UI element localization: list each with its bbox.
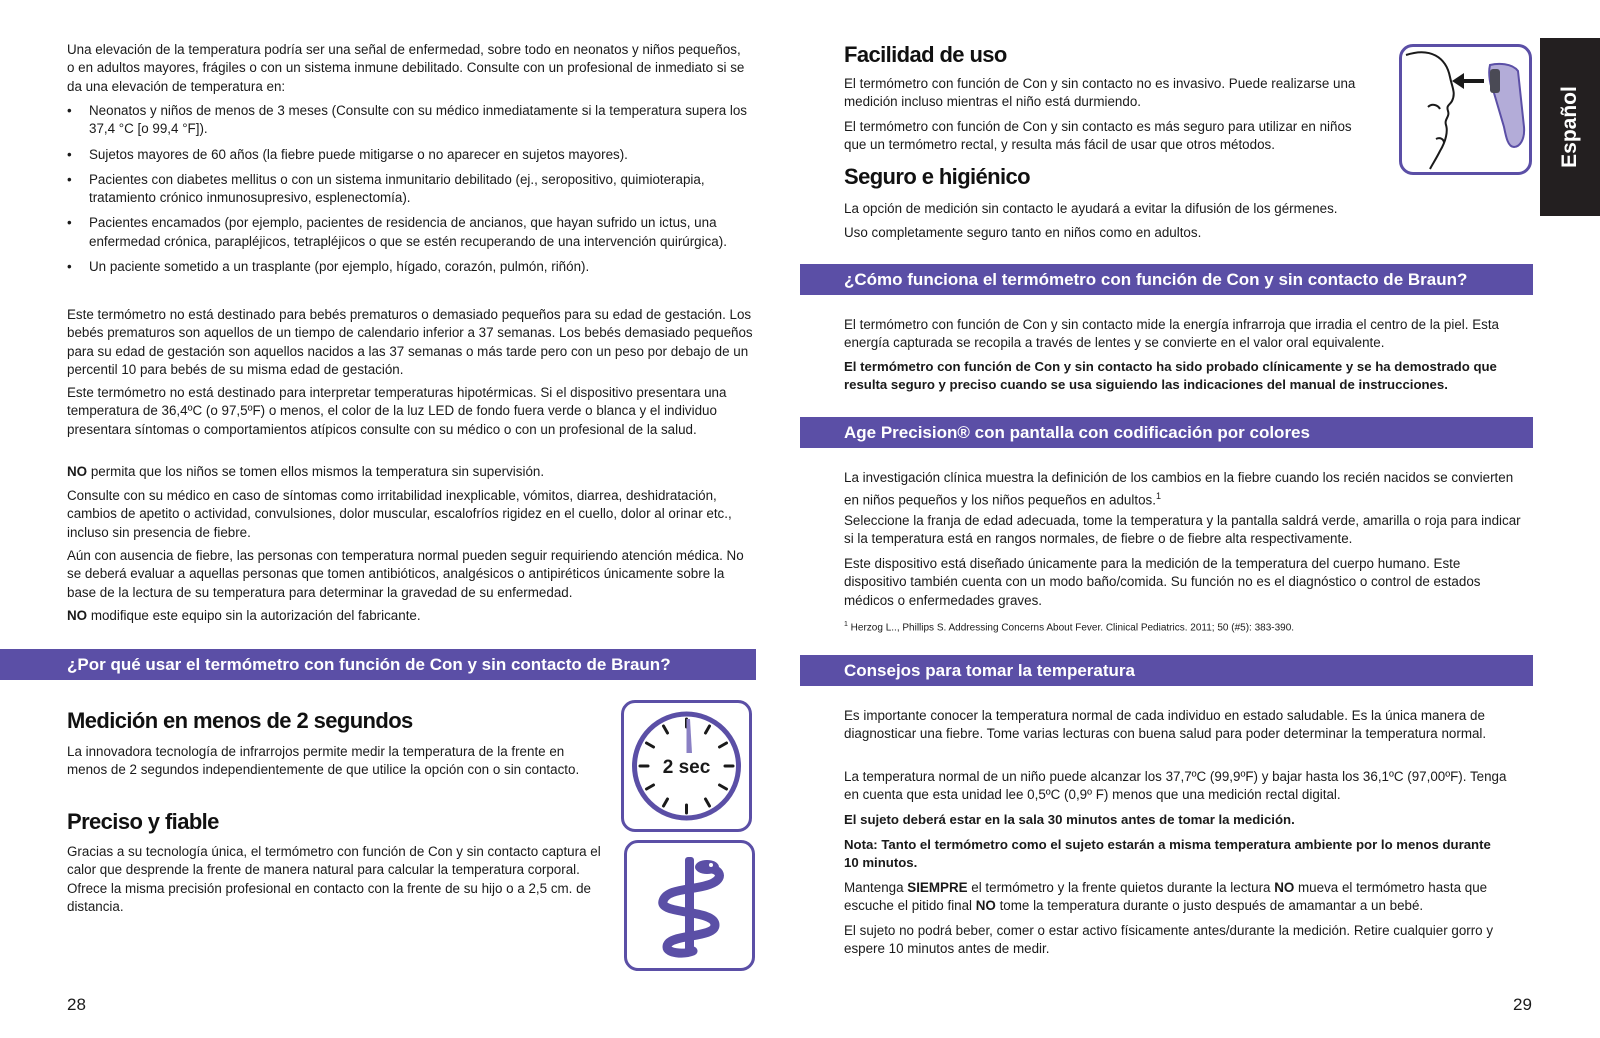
- premature-paragraph: Este termómetro no está destinado para bebés prematuros o demasiado pequeños para su edad de gestación. Los bebés prematuros son aquellos de un tiempo de calendario inferior a 37 semanas. Los bebés demasiado pequeños para su edad de gestación son aquellos nacidos a las 37 semanas o más tarde pero con un peso por debajo de un percentil 10 para bebés de su misma edad de gestación.: [67, 307, 753, 377]
- footnote-text: Herzog L.., Phillips S. Addressing Concerns About Fever. Clinical Pediatrics. 2011; 50 (#5): 383-390.: [847, 622, 1295, 634]
- measure-heading: Medición en menos de 2 segundos: [67, 708, 413, 733]
- no-label: NO: [67, 608, 88, 623]
- age-paragraph-1: [844, 469, 1524, 510]
- list-item: • Neonatos y niños de menos de 3 meses (Consulte con su médico inmediatamente si la temperatura supera los 37,4 °C [o 99,4 °F]).: [67, 102, 747, 139]
- tips-paragraph-3: El sujeto deberá estar en la sala 30 minutos antes de tomar la medición.: [844, 812, 1295, 827]
- list-item: • Pacientes con diabetes mellitus o con un sistema inmunitario debilitado (ej., seropositivo, quimioterapia, tratamiento crónico inmunosupresivo, esplenectomía).: [67, 171, 747, 208]
- forehead-measure-icon: [1399, 44, 1532, 175]
- age-paragraph-3: Este dispositivo está diseñado únicamente para la medición de la temperatura del cuerpo humano. Este dispositivo también cuenta con un modo baño/comida. Su función no es el diagnóstico o control de estados médicos o enfermedades graves.: [844, 556, 1481, 608]
- modify-text: modifique este equipo sin la autorización del fabricante.: [87, 608, 421, 623]
- tips-5-d: NO: [1274, 880, 1295, 895]
- hypothermic-paragraph: Este termómetro no está destinado para interpretar temperaturas hipotérmicas. Si el dispositivo presentara una temperatura de 36,4ºC (o 97,5ºF) o menos, el color de la luz LED de fondo fuera verde o blanca y el individuo presentara síntomas o comportamientos atípicos consulte con su médico o con un profesional de la salud.: [67, 385, 727, 437]
- tips-paragraph-1: Es importante conocer la temperatura normal de cada individuo en estado saludable. Es la única manera de diagnosticar una fiebre. Tome varias lecturas con buena salud para poder determinar la temperatura normal.: [844, 708, 1487, 742]
- no-fever-paragraph: Aún con ausencia de fiebre, las personas con temperatura normal pueden seguir requiriendo atención médica. No se deberá evaluar a aquellas personas que tomen antibióticos, analgésicos o antipiréticos únicamente sobre la base de la lectura de su temperatura para determinar la gravedad de su enfermedad.: [67, 548, 744, 600]
- supervision-paragraph: [67, 463, 747, 481]
- precise-heading: Preciso y fiable: [67, 809, 219, 834]
- tips-5-f: NO: [975, 898, 996, 914]
- age-banner-title: Age Precision® con pantalla con codificación por colores: [844, 423, 1310, 442]
- tips-paragraph-5: [844, 879, 1524, 916]
- how-paragraph-1: El termómetro con función de Con y sin contacto mide la energía infrarroja que irradia el centro de la piel. Esta energía capturada se recopila a través de lentes y se convierte en el valor oral equivalente.: [844, 317, 1499, 351]
- clock-label: 2 sec: [662, 757, 711, 778]
- tips-5-c: el termómetro y la frente quietos durante la lectura: [967, 880, 1275, 895]
- list-item: • Sujetos mayores de 60 años (la fiebre puede mitigarse o no aparecer en sujetos mayores).: [67, 146, 747, 164]
- intro-paragraph: Una elevación de la temperatura podría ser una señal de enfermedad, sobre todo en neonatos y niños pequeños, o en adultos mayores, frágiles o con un sistema inmune debilitado. Consulte con un profesional de inmediato si se da una elevación de temperatura en:: [67, 42, 745, 94]
- right-page: [800, 0, 1600, 1038]
- clock-icon: [621, 700, 752, 832]
- why-banner: [0, 649, 756, 680]
- risk-groups-list: [67, 102, 747, 283]
- tips-banner-title: Consejos para tomar la temperatura: [844, 661, 1135, 680]
- age-banner: [800, 417, 1533, 448]
- safe-paragraph-2: Uso completamente seguro tanto en niños como en adultos.: [844, 225, 1202, 240]
- precise-paragraph: Gracias a su tecnología única, el termómetro con función de Con y sin contacto captura el calor que desprende la frente de manera natural para calcular la temperatura corporal. Ofrece la misma precisión profesional en contacto con la frente de su hijo o a 2,5 cm. de distancia.: [67, 844, 601, 914]
- safe-heading: Seguro e higiénico: [844, 164, 1031, 189]
- age-paragraph-1-text: La investigación clínica muestra la definición de los cambios en la fiebre cuando los recién nacidos se convierten en niños pequeños y los niños pequeños en adultos.: [844, 470, 1514, 508]
- tips-5-b: SIEMPRE: [907, 880, 968, 895]
- list-item: • Un paciente sometido a un trasplante (por ejemplo, hígado, corazón, pulmón, riñón).: [67, 258, 747, 276]
- measure-paragraph: La innovadora tecnología de infrarrojos permite medir la temperatura de la frente en menos de 2 segundos independientemente de que utilice la opción con o sin contacto.: [67, 744, 580, 778]
- page-number: 28: [67, 995, 86, 1014]
- footnote-number: 1: [844, 621, 848, 628]
- how-paragraph-2: El termómetro con función de Con y sin contacto ha sido probado clínicamente y se ha demostrado que resulta seguro y preciso cuando se usa siguiendo las indicaciones del manual de instrucciones.: [844, 359, 1497, 393]
- tips-paragraph-4: Nota: Tanto el termómetro como el sujeto estarán a misma temperatura ambiente por lo menos durante 10 minutos.: [844, 837, 1491, 871]
- ease-heading: Facilidad de uso: [844, 42, 1007, 67]
- tips-5-g: tome la temperatura durante o justo después de amamantar a un bebé.: [995, 898, 1424, 914]
- modify-paragraph: [67, 607, 747, 625]
- footnote: [844, 618, 1524, 635]
- no-label: NO: [67, 464, 88, 479]
- tips-banner: [800, 655, 1533, 686]
- how-banner: [800, 264, 1533, 295]
- language-tab-label: Español: [1558, 86, 1581, 168]
- caduceus-icon: [624, 840, 755, 971]
- footnote-ref: 1: [1155, 491, 1161, 502]
- list-item: • Pacientes encamados (por ejemplo, pacientes de residencia de ancianos, que hayan sufrido un ictus, una enfermedad crónica, parapléjicos, tetrapléjicos o que se estén recuperando de una intervención quirúrgica).: [67, 214, 747, 251]
- ease-paragraph-1: El termómetro con función de Con y sin contacto no es invasivo. Puede realizarse una medición incluso mientras el niño está durmiendo.: [844, 76, 1356, 110]
- tips-paragraph-2: La temperatura normal de un niño puede alcanzar los 37,7ºC (99,9ºF) y bajar hasta los 36,1ºC (97,00ºF). Tenga en cuenta que esta unidad lee 0,5ºC (0,9º F) menos que una medición rectal digital.: [844, 769, 1507, 803]
- language-tab: [1540, 38, 1600, 216]
- ease-paragraph-2: El termómetro con función de Con y sin contacto es más seguro para utilizar en niños que un termómetro rectal, y resulta más fácil de usar que otros métodos.: [844, 119, 1352, 153]
- why-banner-title: ¿Por qué usar el termómetro con función de Con y sin contacto de Braun?: [67, 655, 671, 674]
- supervision-text: permita que los niños se tomen ellos mismos la temperatura sin supervisión.: [87, 464, 545, 479]
- tips-5-a: Mantenga: [844, 880, 908, 895]
- safe-paragraph-1: La opción de medición sin contacto le ayudará a evitar la difusión de los gérmenes.: [844, 201, 1338, 216]
- how-banner-title: ¿Cómo funciona el termómetro con función de Con y sin contacto de Braun?: [844, 270, 1468, 289]
- tips-paragraph-6: El sujeto no podrá beber, comer o estar activo físicamente antes/durante la medición. Retire cualquier gorro y espere 10 minutos antes de medir.: [844, 923, 1494, 957]
- tips-5-e: mueva el termómetro hasta que escuche el pitido final: [844, 880, 1488, 914]
- age-paragraph-2: Seleccione la franja de edad adecuada, tome la temperatura y la pantalla saldrá verde, amarilla o roja para indicar si la temperatura está en rangos normales, de fiebre o de fiebre alta respectivamente.: [844, 513, 1521, 547]
- symptoms-paragraph: Consulte con su médico en caso de síntomas como irritabilidad inexplicable, vómitos, diarrea, deshidratación, cambios de apetito o actividad, convulsiones, dolor muscular, escalofríos rigidez en el cuello, dolor al orinar etc., incluso sin presencia de fiebre.: [67, 488, 732, 540]
- page-number: 29: [1513, 995, 1532, 1014]
